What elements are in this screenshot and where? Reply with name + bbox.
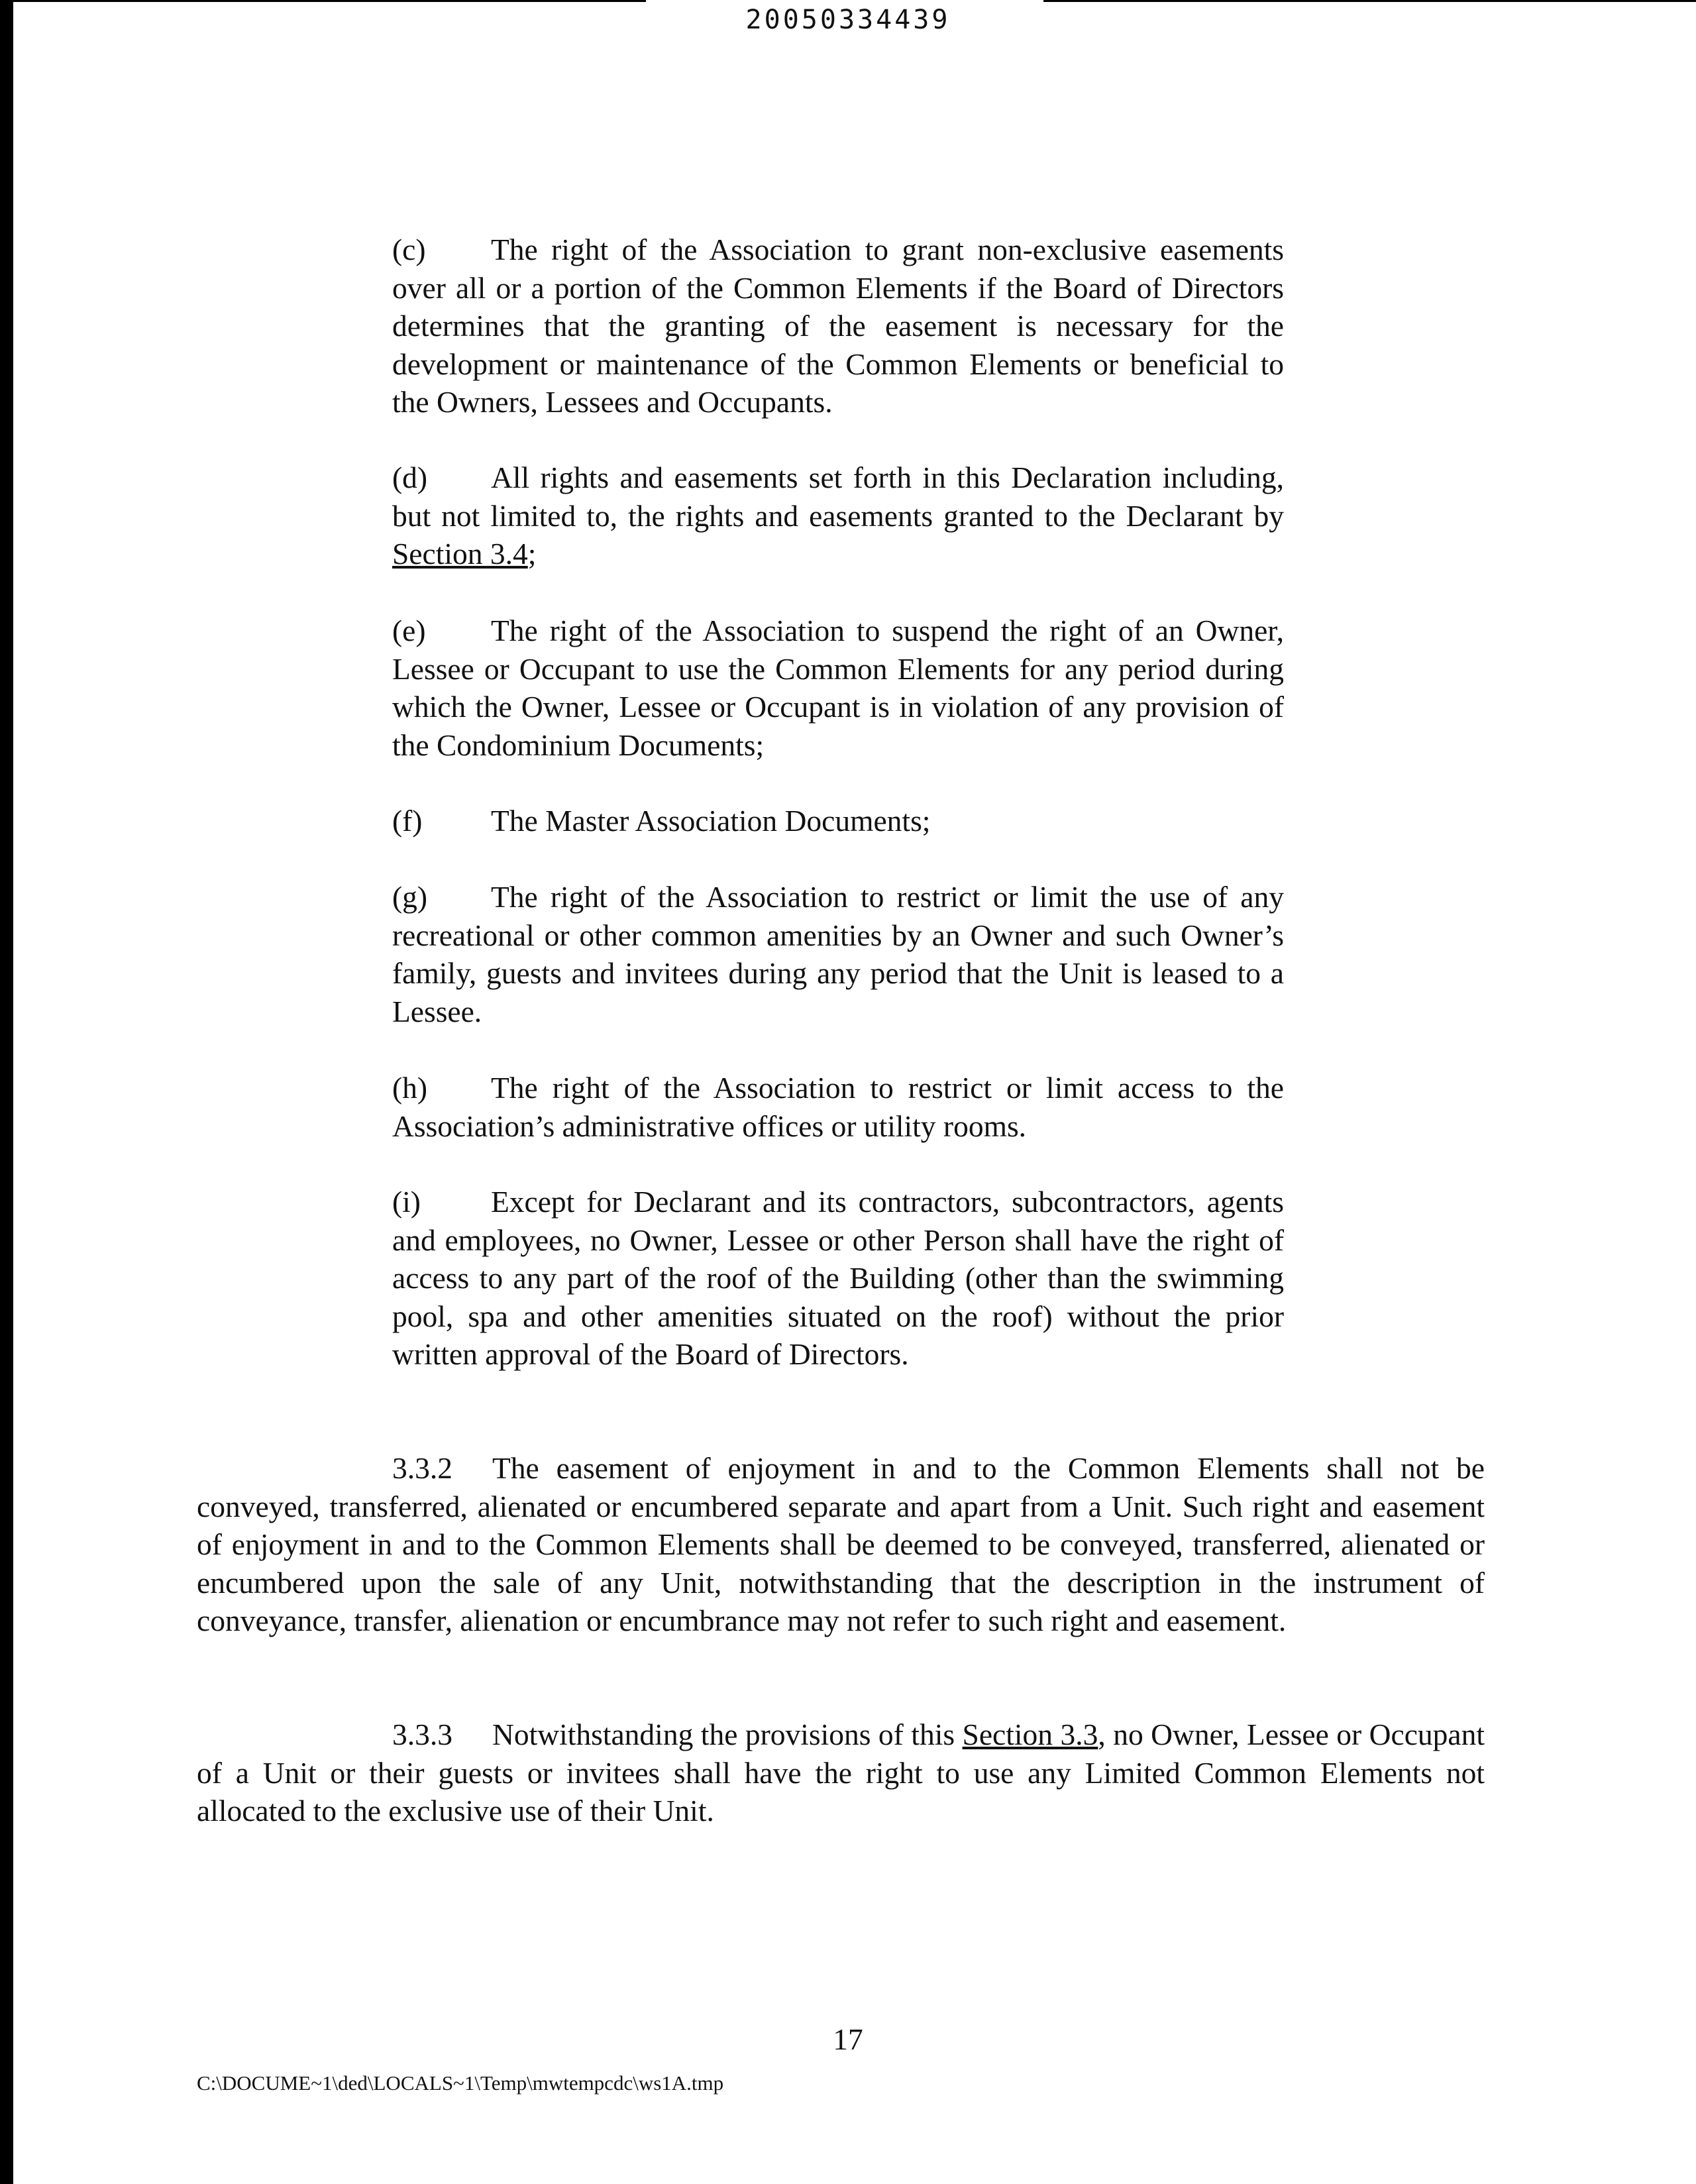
- paragraph-text: ;: [527, 537, 537, 571]
- paragraph-text: The right of the Association to restrict or limit the use of any recreational or other common amenities by an Owner and such Owner’s family, guests and invitees during any period that the Unit is leased to a Lessee.: [392, 880, 1284, 1028]
- section-3-3-3: [197, 1716, 1485, 1830]
- footer-file-path: C:\DOCUME~1\ded\LOCALS~1\Temp\mwtempcdc\ws1A.tmp: [197, 2071, 724, 2095]
- paragraph-c: [392, 231, 1284, 421]
- paragraph-marker: (g): [392, 880, 428, 914]
- section-number: 3.3.3: [392, 1718, 452, 1751]
- paragraph-e: [392, 612, 1284, 764]
- section-reference-link[interactable]: Section 3.4: [392, 537, 528, 571]
- paragraph-text: The right of the Association to suspend the right of an Owner, Lessee or Occupant to use the Common Elements for any period during which the Owner, Lessee or Occupant is in violation of any provision of the Condominium Documents;: [392, 614, 1284, 762]
- paragraph-marker: (i): [392, 1185, 421, 1219]
- paragraph-text: All rights and easements set forth in this Declaration including, but not limited to, the rights and easements granted to the Declarant by: [392, 461, 1284, 533]
- paragraph-text: The right of the Association to restrict or limit access to the Association’s administrative offices or utility rooms.: [392, 1071, 1284, 1143]
- paragraph-text: Except for Declarant and its contractors, subcontractors, agents and employees, no Owner, Lessee or other Person shall have the right of access to any part of the roof of the Building (other than the swimming pool, spa and other amenities situated on the roof) without the prior written approval of the Board of Directors.: [392, 1185, 1284, 1371]
- paragraph-marker: (f): [392, 804, 423, 838]
- document-number: 20050334439: [745, 5, 951, 35]
- paragraph-g: [392, 878, 1284, 1030]
- paragraph-marker: (h): [392, 1071, 428, 1105]
- paragraph-h: [392, 1069, 1284, 1145]
- paragraph-f: [392, 802, 1284, 840]
- paragraph-marker: (e): [392, 614, 426, 647]
- paragraph-text: The right of the Association to grant non-exclusive easements over all or a portion of the Common Elements if the Board of Directors determines that the granting of the easement is necessary for the development or maintenance of the Common Elements or beneficial to the Owners, Lessees and Occupants.: [392, 233, 1284, 419]
- paragraph-i: [392, 1183, 1284, 1374]
- paragraph-text: The Master Association Documents;: [491, 804, 931, 838]
- page-number: 17: [833, 2022, 863, 2056]
- paragraph-marker: (c): [392, 233, 426, 266]
- paragraph-marker: (d): [392, 461, 428, 494]
- paragraph-d: [392, 459, 1284, 573]
- section-number: 3.3.2: [392, 1451, 452, 1485]
- section-3-3-2: [197, 1449, 1485, 1640]
- scan-edge-bar: [0, 0, 13, 2184]
- paragraph-text: Notwithstanding the provisions of this: [492, 1718, 963, 1751]
- section-reference-link[interactable]: Section 3.3: [962, 1718, 1098, 1751]
- paragraph-text: The easement of enjoyment in and to the Common Elements shall not be conveyed, transferred, alienated or encumbered separate and apart from a Unit. Such right and easement of enjoyment in and to the Common Elements shall be deemed to be conveyed, transferred, alienated or encumbered upon the sale of any Unit, notwithstanding that the description in the instrument of conveyance, transfer, alienation or encumbrance may not refer to such right and easement.: [197, 1451, 1485, 1637]
- paragraph-text: , no Owner, Lessee or Occupant of a Unit or their guests or invitees shall have the right to use any Limited Common Elements not allocated to the exclusive use of their Unit.: [197, 1718, 1485, 1828]
